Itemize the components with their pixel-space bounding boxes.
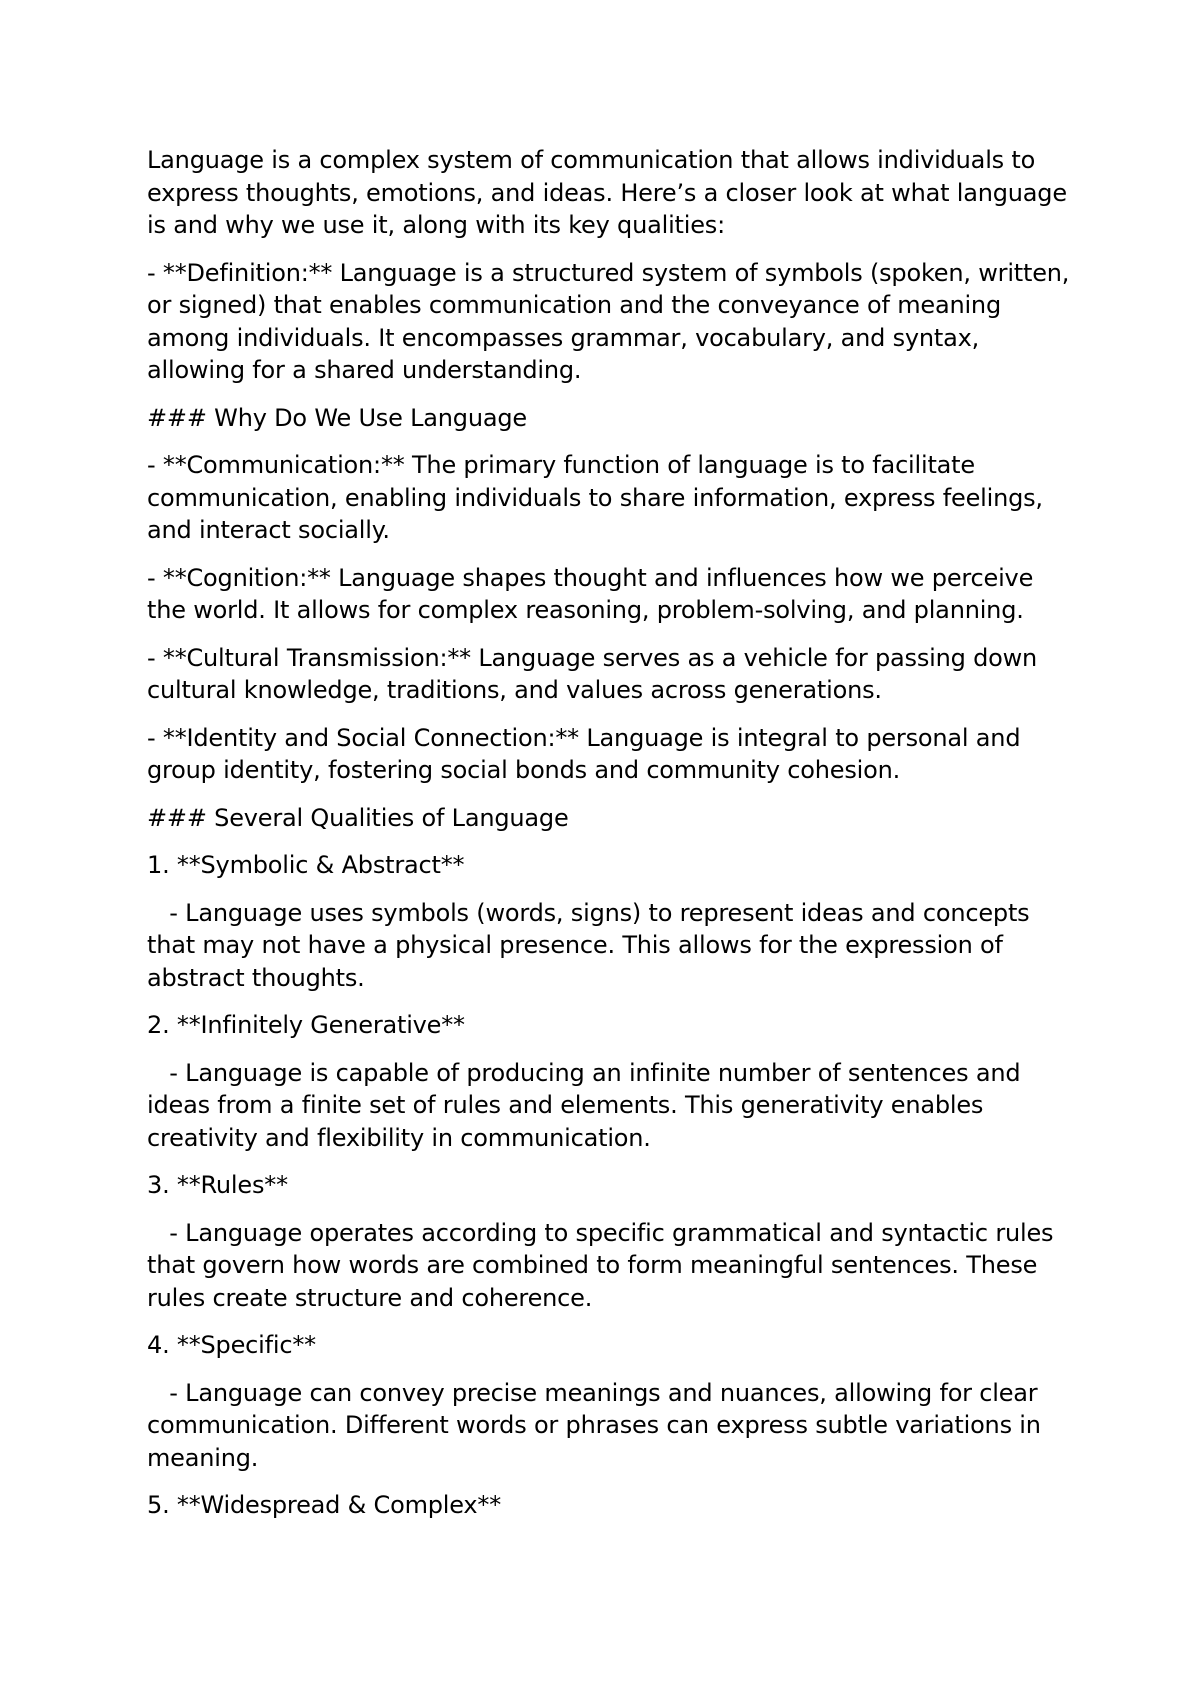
document-body (147, 144, 1077, 1537)
quality-2-title: 2. **Infinitely Generative** (147, 1011, 465, 1039)
cultural-transmission-paragraph: - **Cultural Transmission:** Language serves as a vehicle for passing down cultural knowledge, traditions, and values across generations. (147, 643, 1038, 704)
section-heading-qualities: ### Several Qualities of Language (147, 803, 569, 832)
quality-4-description: - Language can convey precise meanings and nuances, allowing for clear communication. Different words or phrases can express subtle variations in meaning. (147, 1378, 1049, 1472)
communication-paragraph: - **Communication:** The primary function of language is to facilitate communication, enabling individuals to share information, express feelings, and interact socially. (147, 451, 1043, 544)
section-heading-why: ### Why Do We Use Language (147, 403, 527, 432)
identity-paragraph: - **Identity and Social Connection:** Language is integral to personal and group identity, fostering social bonds and community cohesion. (147, 723, 1021, 784)
quality-3-description: - Language operates according to specific grammatical and syntactic rules that govern how words are combined to form meaningful sentences. These rules create structure and coherence. (147, 1218, 1061, 1312)
quality-4-title: 4. **Specific** (147, 1331, 316, 1359)
quality-5-title: 5. **Widespread & Complex** (147, 1491, 502, 1519)
definition-paragraph: - **Definition:** Language is a structured system of symbols (spoken, written, or signed) that enables communication and the conveyance of meaning among individuals. It encompasses grammar, vocabulary, and syntax, allowing for a shared understanding. (147, 258, 1070, 384)
quality-1-description: - Language uses symbols (words, signs) to represent ideas and concepts that may not have a physical presence. This allows for the expression of abstract thoughts. (147, 898, 1037, 992)
quality-1-title: 1. **Symbolic & Abstract** (147, 851, 465, 879)
cognition-paragraph: - **Cognition:** Language shapes thought and influences how we perceive the world. It allows for complex reasoning, problem-solving, and planning. (147, 563, 1034, 624)
quality-2-description: - Language is capable of producing an infinite number of sentences and ideas from a finite set of rules and elements. This generativity enables creativity and flexibility in communication. (147, 1058, 1028, 1152)
intro-paragraph: Language is a complex system of communication that allows individuals to express thoughts, emotions, and ideas. Here’s a closer look at what language is and why we use it, along with its key qualities: (147, 146, 1067, 239)
quality-3-title: 3. **Rules** (147, 1171, 288, 1199)
